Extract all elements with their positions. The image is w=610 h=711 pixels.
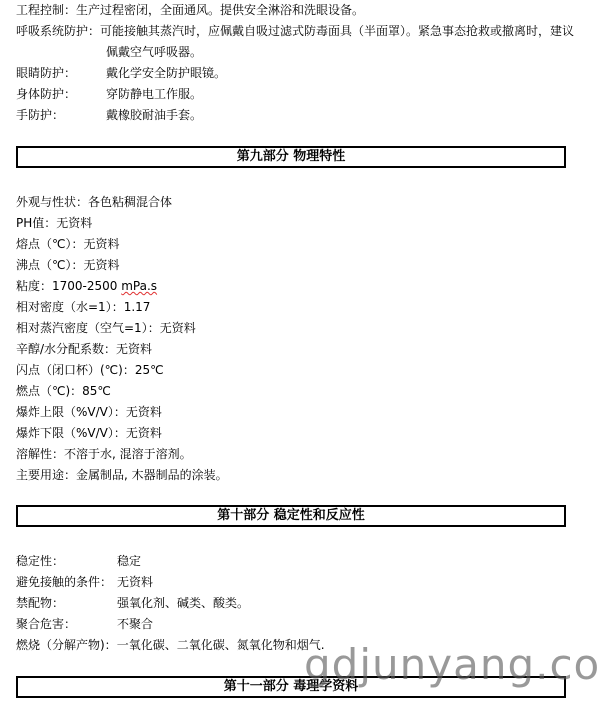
s10-polymerization bbox=[16, 616, 153, 632]
section9-title: 第九部分 物理特性 bbox=[16, 146, 566, 168]
eye-protection-label: 眼睛防护： bbox=[16, 66, 77, 80]
s9-melting-point: 熔点（℃）：无资料 bbox=[16, 237, 120, 251]
s9-viscosity-unit: mPa.s bbox=[121, 279, 158, 293]
section11-title: 第十一部分 毒理学资料 bbox=[16, 676, 566, 698]
s9-solubility: 溶解性：不溶于水, 混溶于溶剂。 bbox=[16, 447, 192, 461]
respiratory-protection-line bbox=[16, 23, 574, 39]
s10-stability-value: 稳定 bbox=[117, 554, 142, 568]
respiratory-protection-continuation: 佩戴空气呼吸器。 bbox=[106, 45, 203, 59]
s10-combustion-products bbox=[16, 637, 325, 653]
s9-lower-explosion-limit: 爆炸下限（%V/V）：无资料 bbox=[16, 426, 162, 440]
hand-protection-line bbox=[16, 107, 202, 123]
s9-relative-density: 相对密度（水=1）：1.17 bbox=[16, 300, 151, 314]
body-protection-line bbox=[16, 86, 202, 102]
respiratory-protection-value: 可能接触其蒸汽时，应佩戴自吸过滤式防毒面具（半面罩）。紧急事态抢救或撤离时，建议 bbox=[100, 24, 575, 38]
s10-stability bbox=[16, 553, 141, 569]
eye-protection-line bbox=[16, 65, 226, 81]
body-protection-label: 身体防护： bbox=[16, 87, 77, 101]
section10-title: 第十部分 稳定性和反应性 bbox=[16, 505, 566, 527]
engineering-control-value: 生产过程密闭，全面通风。提供安全淋浴和洗眼设备。 bbox=[76, 3, 365, 17]
s9-viscosity bbox=[16, 278, 157, 294]
s9-partition-coefficient: 辛醇/水分配系数：无资料 bbox=[16, 342, 153, 356]
s10-polymerization-value: 不聚合 bbox=[117, 617, 154, 631]
hand-protection-value: 戴橡胶耐油手套。 bbox=[106, 108, 203, 122]
s9-ph: PH值：无资料 bbox=[16, 216, 93, 230]
hand-protection-label: 手防护： bbox=[16, 108, 65, 122]
engineering-control-label: 工程控制： bbox=[16, 3, 77, 17]
s10-avoid-conditions-label: 避免接触的条件： bbox=[16, 575, 113, 589]
s9-boiling-point: 沸点（℃）：无资料 bbox=[16, 258, 120, 272]
s9-upper-explosion-limit: 爆炸上限（%V/V）：无资料 bbox=[16, 405, 162, 419]
s9-appearance: 外观与性状：各色粘稠混合体 bbox=[16, 195, 173, 209]
watermark: gdjunyang.co bbox=[304, 640, 601, 689]
s9-flash-point: 闪点（闭口杯）(℃)：25℃ bbox=[16, 363, 164, 377]
s9-ignition-point: 燃点（℃)：85℃ bbox=[16, 384, 111, 398]
s10-polymerization-label: 聚合危害： bbox=[16, 617, 77, 631]
s10-combustion-products-label: 燃烧（分解产物)： bbox=[16, 638, 117, 652]
s10-avoid-conditions bbox=[16, 574, 153, 590]
s10-avoid-conditions-value: 无资料 bbox=[117, 575, 154, 589]
respiratory-protection-label: 呼吸系统防护： bbox=[16, 24, 101, 38]
s9-vapor-density: 相对蒸汽密度（空气=1）：无资料 bbox=[16, 321, 196, 335]
s9-viscosity-text: 粘度：1700-2500 bbox=[16, 279, 122, 293]
s9-main-use: 主要用途：金属制品, 木器制品的涂装。 bbox=[16, 468, 228, 482]
eye-protection-value: 戴化学安全防护眼镜。 bbox=[106, 66, 227, 80]
s10-incompatibles bbox=[16, 595, 249, 611]
s10-stability-label: 稳定性： bbox=[16, 554, 65, 568]
s10-incompatibles-value: 强氧化剂、碱类、酸类。 bbox=[117, 596, 250, 610]
body-protection-value: 穿防静电工作服。 bbox=[106, 87, 203, 101]
s10-incompatibles-label: 禁配物： bbox=[16, 596, 65, 610]
s10-combustion-products-value: 一氧化碳、二氧化碳、氮氧化物和烟气. bbox=[116, 638, 325, 652]
engineering-control-line bbox=[16, 2, 364, 18]
